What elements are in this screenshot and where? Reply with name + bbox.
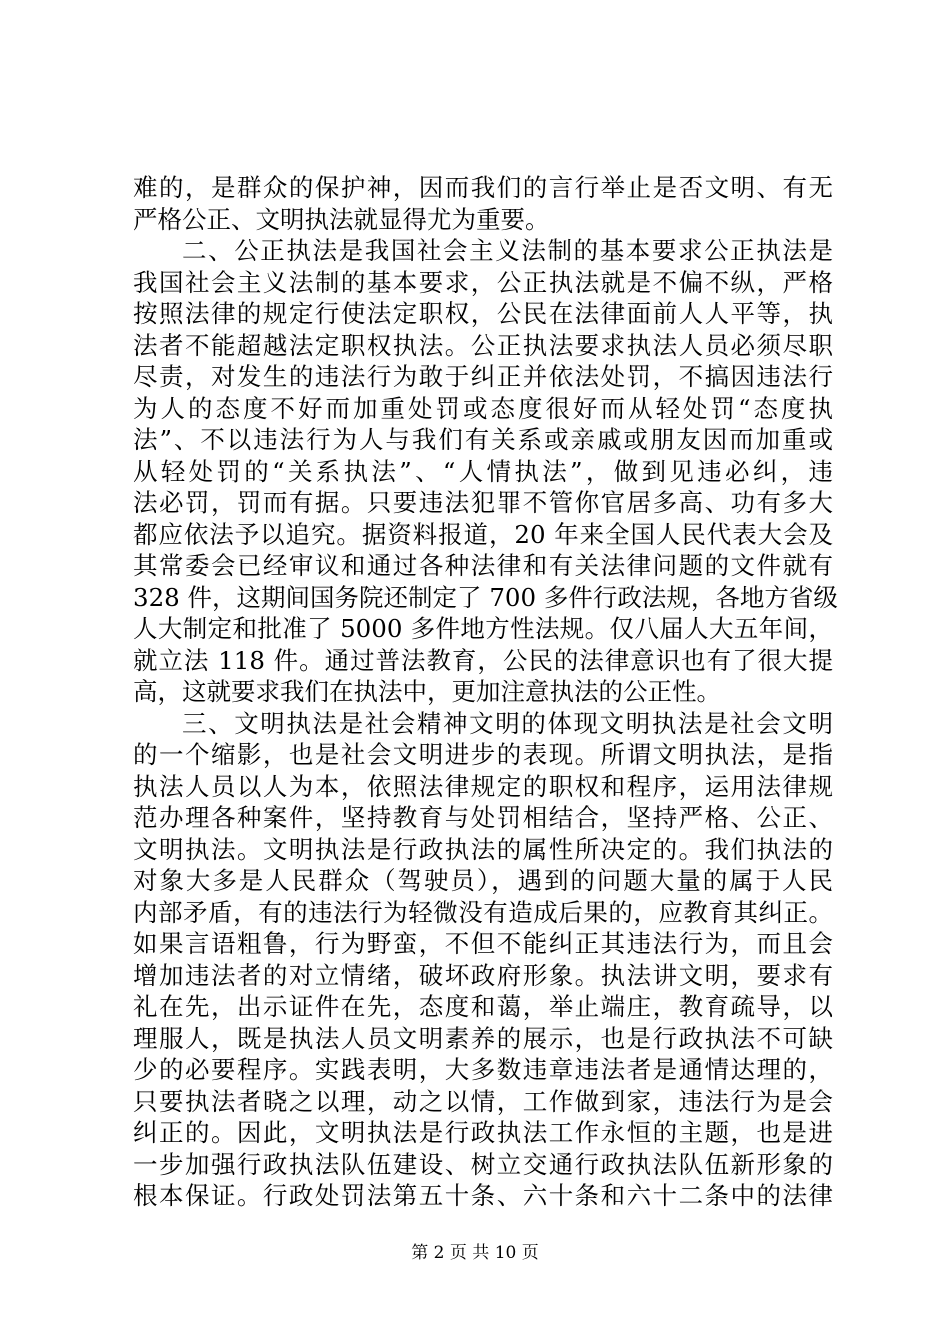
text-line: 尽责，对发生的违法行为敢于纠正并依法处罚，不搞因违法行 (133, 362, 833, 391)
text-line: 为人的态度不好而加重处罚或态度很好而从轻处罚“态度执 (133, 393, 833, 423)
text-line: 礼在先，出示证件在先，态度和蔼，举止端庄，教育疏导，以 (133, 992, 833, 1021)
text-line: 高，这就要求我们在执法中，更加注意执法的公正性。 (133, 677, 721, 706)
text-line: 法必罚，罚而有据。只要违法犯罪不管你官居多高、功有多大 (133, 488, 833, 517)
text-line: 法”、不以违法行为人与我们有关系或亲戚或朋友因而加重或 (133, 425, 833, 454)
text-line: 从轻处罚的“关系执法”、“人情执法”，做到见违必纠，违 (133, 456, 833, 486)
text-line: 增加违法者的对立情绪，破坏政府形象。执法讲文明，要求有 (133, 960, 833, 990)
text-line: 法者不能超越法定职权执法。公正执法要求执法人员必须尽职 (133, 330, 833, 360)
text-line: 如果言语粗鲁，行为野蛮，不但不能纠正其违法行为，而且会 (133, 929, 833, 958)
text-line: 其常委会已经审议和通过各种法律和有关法律问题的文件就有 (133, 551, 833, 580)
text-line: 按照法律的规定行使法定职权，公民在法律面前人人平等，执 (133, 299, 833, 328)
text-line: 执法人员以人为本，依照法律规定的职权和程序，运用法律规 (133, 771, 833, 801)
page-number-footer: 第 2 页 共 10 页 (411, 1243, 539, 1263)
text-line: 文明执法。文明执法是行政执法的属性所决定的。我们执法的 (133, 834, 833, 864)
text-line: 根本保证。行政处罚法第五十条、六十条和六十二条中的法律 (133, 1181, 833, 1210)
text-line: 的一个缩影，也是社会文明进步的表现。所谓文明执法，是指 (133, 740, 833, 769)
text-line: 328 件，这期间国务院还制定了 700 多件行政法规，各地方省级 (133, 582, 838, 612)
text-line: 三、文明执法是社会精神文明的体现文明执法是社会文明 (182, 708, 833, 738)
text-line: 范办理各种案件，坚持教育与处罚相结合，坚持严格、公正、 (133, 803, 833, 832)
text-line: 对象大多是人民群众（驾驶员），遇到的问题大量的属于人民 (133, 866, 833, 895)
text-line: 难的，是群众的保护神，因而我们的言行举止是否文明、有无 (133, 173, 833, 202)
text-line: 就立法 118 件。通过普法教育，公民的法律意识也有了很大提 (133, 645, 833, 675)
text-line: 少的必要程序。实践表明，大多数违章违法者是通情达理的， (133, 1055, 833, 1084)
text-line: 我国社会主义法制的基本要求，公正执法就是不偏不纵，严格 (133, 267, 833, 297)
text-line: 内部矛盾，有的违法行为轻微没有造成后果的，应教育其纠正。 (133, 897, 833, 927)
text-line: 纠正的。因此，文明执法是行政执法工作永恒的主题，也是进 (133, 1118, 833, 1147)
text-line: 一步加强行政执法队伍建设、树立交通行政执法队伍新形象的 (133, 1149, 833, 1179)
text-line: 严格公正、文明执法就显得尤为重要。 (133, 204, 550, 234)
text-line: 人大制定和批准了 5000 多件地方性法规。仅八届人大五年间， (133, 614, 833, 643)
text-line: 理服人，既是执法人员文明素养的展示，也是行政执法不可缺 (133, 1023, 833, 1053)
text-line: 二、公正执法是我国社会主义法制的基本要求公正执法是 (182, 236, 833, 265)
body-text (133, 172, 838, 1212)
text-line: 只要执法者晓之以理，动之以情，工作做到家，违法行为是会 (133, 1086, 833, 1116)
text-line: 都应依法予以追究。据资料报道，20 年来全国人民代表大会及 (133, 519, 833, 549)
